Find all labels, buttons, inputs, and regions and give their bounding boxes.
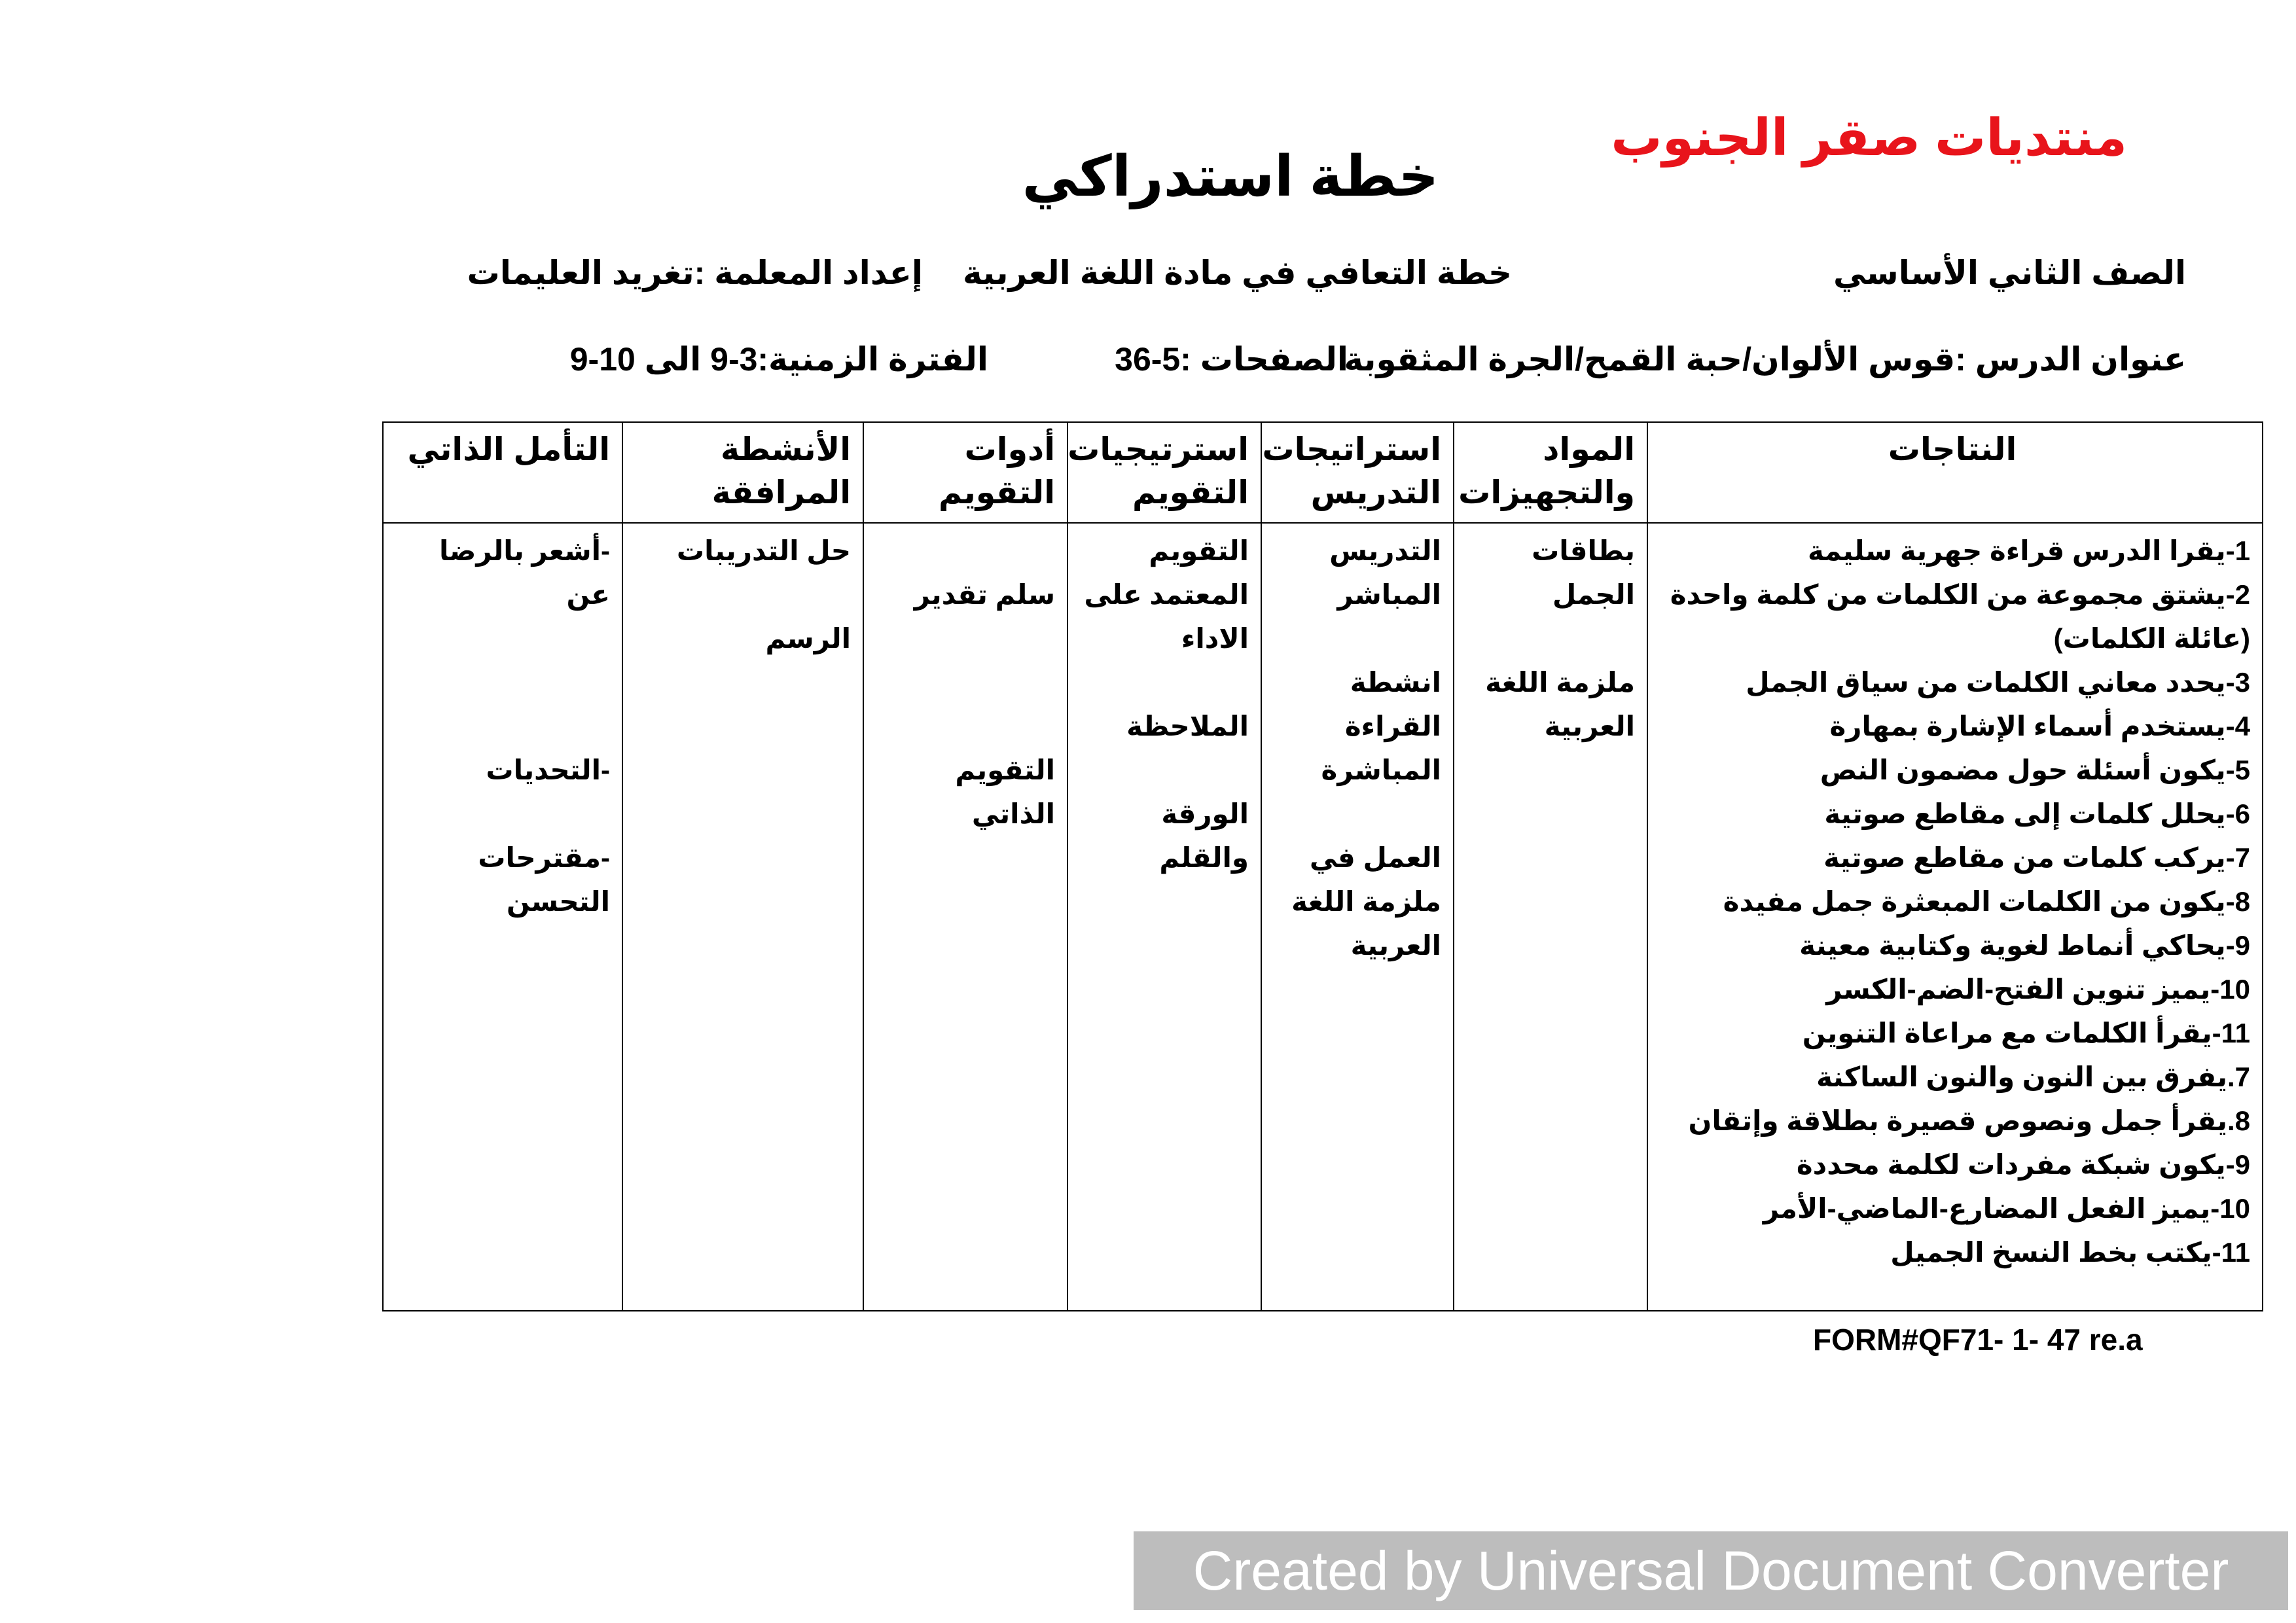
- assessment-strategies-cell: [1067, 523, 1261, 1311]
- reflection-cell: [383, 523, 622, 1311]
- assessment-strategy-item: التقويم المعتمد على الاداء: [1084, 535, 1249, 654]
- outcomes-cell: [1647, 523, 2263, 1311]
- outcome-item: (عائلة الكلمات): [2053, 623, 2250, 654]
- plan-label: خطة التعافي في مادة اللغة العربية: [962, 255, 1512, 291]
- reflection-item: -مقترحات التحسن: [478, 842, 610, 917]
- outcome-item: 7.يفرق بين النون والنون الساكنة: [1816, 1061, 2250, 1092]
- outcome-item: 2-يشتق مجموعة من الكلمات من كلمة واحدة: [1670, 579, 2250, 610]
- reflection-item: -التحديات: [486, 755, 610, 785]
- assessment-tools-cell: [863, 523, 1067, 1311]
- lesson-title: عنوان الدرس :قوس الألوان/حبة القمح/الجرة المثقوبة: [1344, 341, 2186, 378]
- material-item: ملزمة اللغة العربية: [1485, 667, 1635, 741]
- header-materials: المواد والتجهيزات: [1454, 422, 1647, 523]
- outcome-item: 8.يقرأ جمل ونصوص قصيرة بطلاقة وإتقان: [1688, 1105, 2250, 1136]
- header-assessment-strategies: استرتيجيات التقويم: [1067, 422, 1261, 523]
- assessment-tool-item: التقويم الذاتي: [955, 755, 1055, 829]
- pages-label: الصفحات :5-36: [1115, 341, 1348, 378]
- plan-table: [382, 421, 2263, 1311]
- assessment-tool-item: سلم تقدير: [914, 579, 1055, 610]
- teacher-label: إعداد المعلمة :تغريد العليمات: [467, 255, 923, 291]
- table-row: [383, 523, 2263, 1311]
- outcome-item: 4-يستخدم أسماء الإشارة بمهارة: [1829, 711, 2250, 741]
- site-brand: منتديات صقر الجنوب: [1611, 109, 2127, 166]
- assessment-strategy-item: الملاحظة: [1126, 711, 1249, 741]
- teaching-item: التدريس المباشر: [1329, 535, 1441, 610]
- activities-cell: [622, 523, 863, 1311]
- outcome-item: 11-يكتب بخط النسخ الجميل: [1890, 1237, 2250, 1268]
- outcome-item: 10-يميز تنوين الفتح-الضم-الكسر: [1826, 974, 2250, 1005]
- outcome-item: 11-يقرأ الكلمات مع مراعاة التنوين: [1802, 1018, 2250, 1048]
- teaching-item: العمل في ملزمة اللغة العربية: [1291, 842, 1441, 961]
- outcome-item: 6-يحلل كلمات إلى مقاطع صوتية: [1824, 798, 2250, 829]
- outcome-item: 3-يحدد معاني الكلمات من سياق الجمل: [1746, 667, 2250, 698]
- outcome-item: 9-يحاكي أنماط لغوية وكتابية معينة: [1799, 930, 2250, 961]
- header-assessment-tools: أدوات التقويم: [863, 422, 1067, 523]
- outcome-item: 9-يكون شبكة مفردات لكلمة محددة: [1796, 1149, 2250, 1180]
- header-outcomes: النتاجات: [1647, 422, 2263, 523]
- materials-cell: [1454, 523, 1647, 1311]
- reflection-item: -أشعر بالرضا عن: [439, 535, 610, 610]
- activity-item: الرسم: [765, 623, 851, 654]
- header-reflection: التأمل الذاتي: [383, 422, 622, 523]
- header-teaching: استراتيجات التدريس: [1261, 422, 1454, 523]
- outcome-item: 8-يكون من الكلمات المبعثرة جمل مفيدة: [1723, 886, 2250, 917]
- grade-label: الصف الثاني الأساسي: [1833, 255, 2186, 291]
- header-activities: الأنشطة المرافقة: [622, 422, 863, 523]
- material-item: بطاقات الجمل: [1532, 535, 1635, 610]
- table-header-row: [383, 422, 2263, 523]
- teaching-cell: [1261, 523, 1454, 1311]
- outcome-item: 1-يقرا الدرس قراءة جهرية سليمة: [1808, 535, 2250, 566]
- outcome-item: 10-يميز الفعل المضارع-الماضي-الأمر: [1763, 1193, 2250, 1224]
- teaching-item: انشطة القراءة المباشرة: [1321, 667, 1441, 785]
- period-label: الفترة الزمنية:3-9 الى 10-9: [569, 341, 988, 378]
- activity-item: حل التدريبات: [676, 535, 851, 566]
- outcome-item: 5-يكون أسئلة حول مضمون النص: [1820, 755, 2250, 785]
- converter-watermark: Created by Universal Document Converter: [1134, 1531, 2288, 1610]
- form-code: FORM#QF71- 1- 47 re.a: [1813, 1323, 2143, 1357]
- assessment-strategy-item: الورقة والقلم: [1159, 798, 1249, 873]
- page-title: خطة استدراكي: [1022, 145, 1439, 208]
- outcome-item: 7-يركب كلمات من مقاطع صوتية: [1823, 842, 2250, 873]
